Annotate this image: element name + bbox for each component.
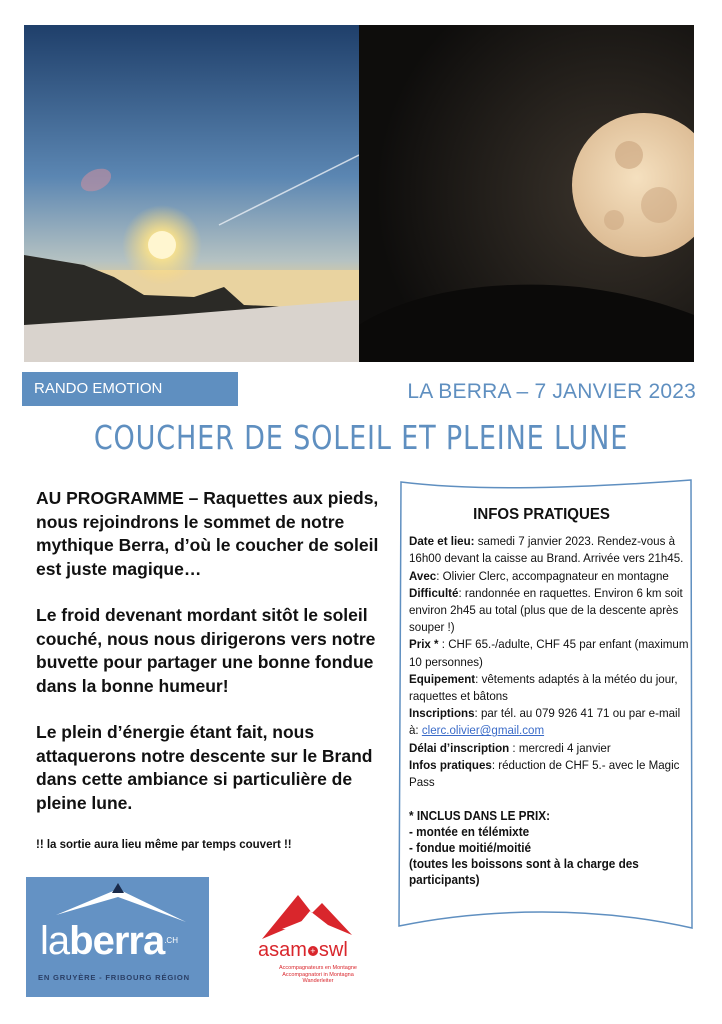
- asam-name: asam: [258, 939, 307, 961]
- asam-line: Wanderleiter: [302, 978, 334, 984]
- page-title: COUCHER DE SOLEIL ET PLEINE LUNE: [93, 418, 629, 457]
- program-paragraph: AU PROGRAMME – Raquettes aux pieds, nous rejoindrons le sommet de notre mythique Berra, d’où le coucher de soleil est juste magique…: [36, 488, 379, 579]
- program-paragraph: Le froid devenant mordant sitôt le soleil couché, nous nous dirigerons vers notre buvette pour partager une bonne fondue dans la bonne humeur!: [36, 605, 376, 696]
- program-section: [36, 487, 391, 858]
- logo-ch: .CH: [164, 936, 178, 945]
- swiss-cross-icon: +: [308, 946, 318, 956]
- infos-box: [396, 476, 696, 942]
- info-item-difficulty: Difficulté: randonnée en raquettes. Environ 6 km soit environ 2h45 au total (plus que de la descente après souper !): [409, 585, 683, 635]
- included-item: - montée en télémixte: [409, 825, 530, 840]
- info-item-registration: Inscriptions: par tél. au 079 926 41 71 ou par e-mail à: clerc.olivier@gmail.com: [409, 706, 681, 738]
- info-item-guide: Avec: Olivier Clerc, accompagnateur en montagne: [409, 568, 669, 583]
- logo-berra: berra: [69, 919, 165, 963]
- laberra-logo: [26, 877, 209, 997]
- logo-tagline: EN GRUYÈRE - FRIBOURG RÉGION: [38, 973, 190, 982]
- included-item: (toutes les boissons sont à la charge des participants): [409, 857, 639, 888]
- included-title: * INCLUS DANS LE PRIX:: [409, 809, 551, 824]
- logo-la: la: [40, 919, 70, 963]
- asam-logo: [250, 885, 370, 1005]
- asam-name2: swl: [318, 939, 348, 961]
- info-item-price: Prix * : CHF 65.-/adulte, CHF 45 par enfant (maximum 10 personnes): [409, 637, 689, 669]
- info-item-equipment: Equipement: vêtements adaptés à la météo du jour, raquettes et bâtons: [409, 671, 678, 704]
- weather-note: !! la sortie aura lieu même par temps couvert !!: [36, 839, 292, 851]
- asam-line: Accompagnatori in Montagna: [282, 971, 354, 978]
- moon-photo: [359, 25, 694, 362]
- info-item-date: Date et lieu: samedi 7 janvier 2023. Rendez-vous à 16h00 devant la caisse au Brand. Arrivée vers 21h45.: [409, 534, 684, 566]
- date-location-heading: LA BERRA – 7 JANVIER 2023: [407, 380, 696, 403]
- included-item: - fondue moitié/moitié: [409, 841, 532, 856]
- category-badge: RANDO EMOTION: [22, 372, 238, 406]
- sunset-photo: [24, 25, 359, 362]
- info-item-deadline: Délai d’inscription : mercredi 4 janvier: [409, 740, 611, 755]
- infos-title: INFOS PRATIQUES: [473, 506, 610, 523]
- mountain-icon: [250, 885, 370, 945]
- email-link[interactable]: clerc.olivier@gmail.com: [421, 723, 545, 738]
- info-item-practical: Infos pratiques: réduction de CHF 5.- avec le Magic Pass: [409, 757, 680, 790]
- program-paragraph: Le plein d’énergie étant fait, nous attaquerons notre descente sur le Brand dans cette ambiance si particulière de pleine lune.: [36, 722, 373, 813]
- asam-line: Accompagnateurs en Montagne: [279, 965, 357, 971]
- included-section: [409, 808, 691, 888]
